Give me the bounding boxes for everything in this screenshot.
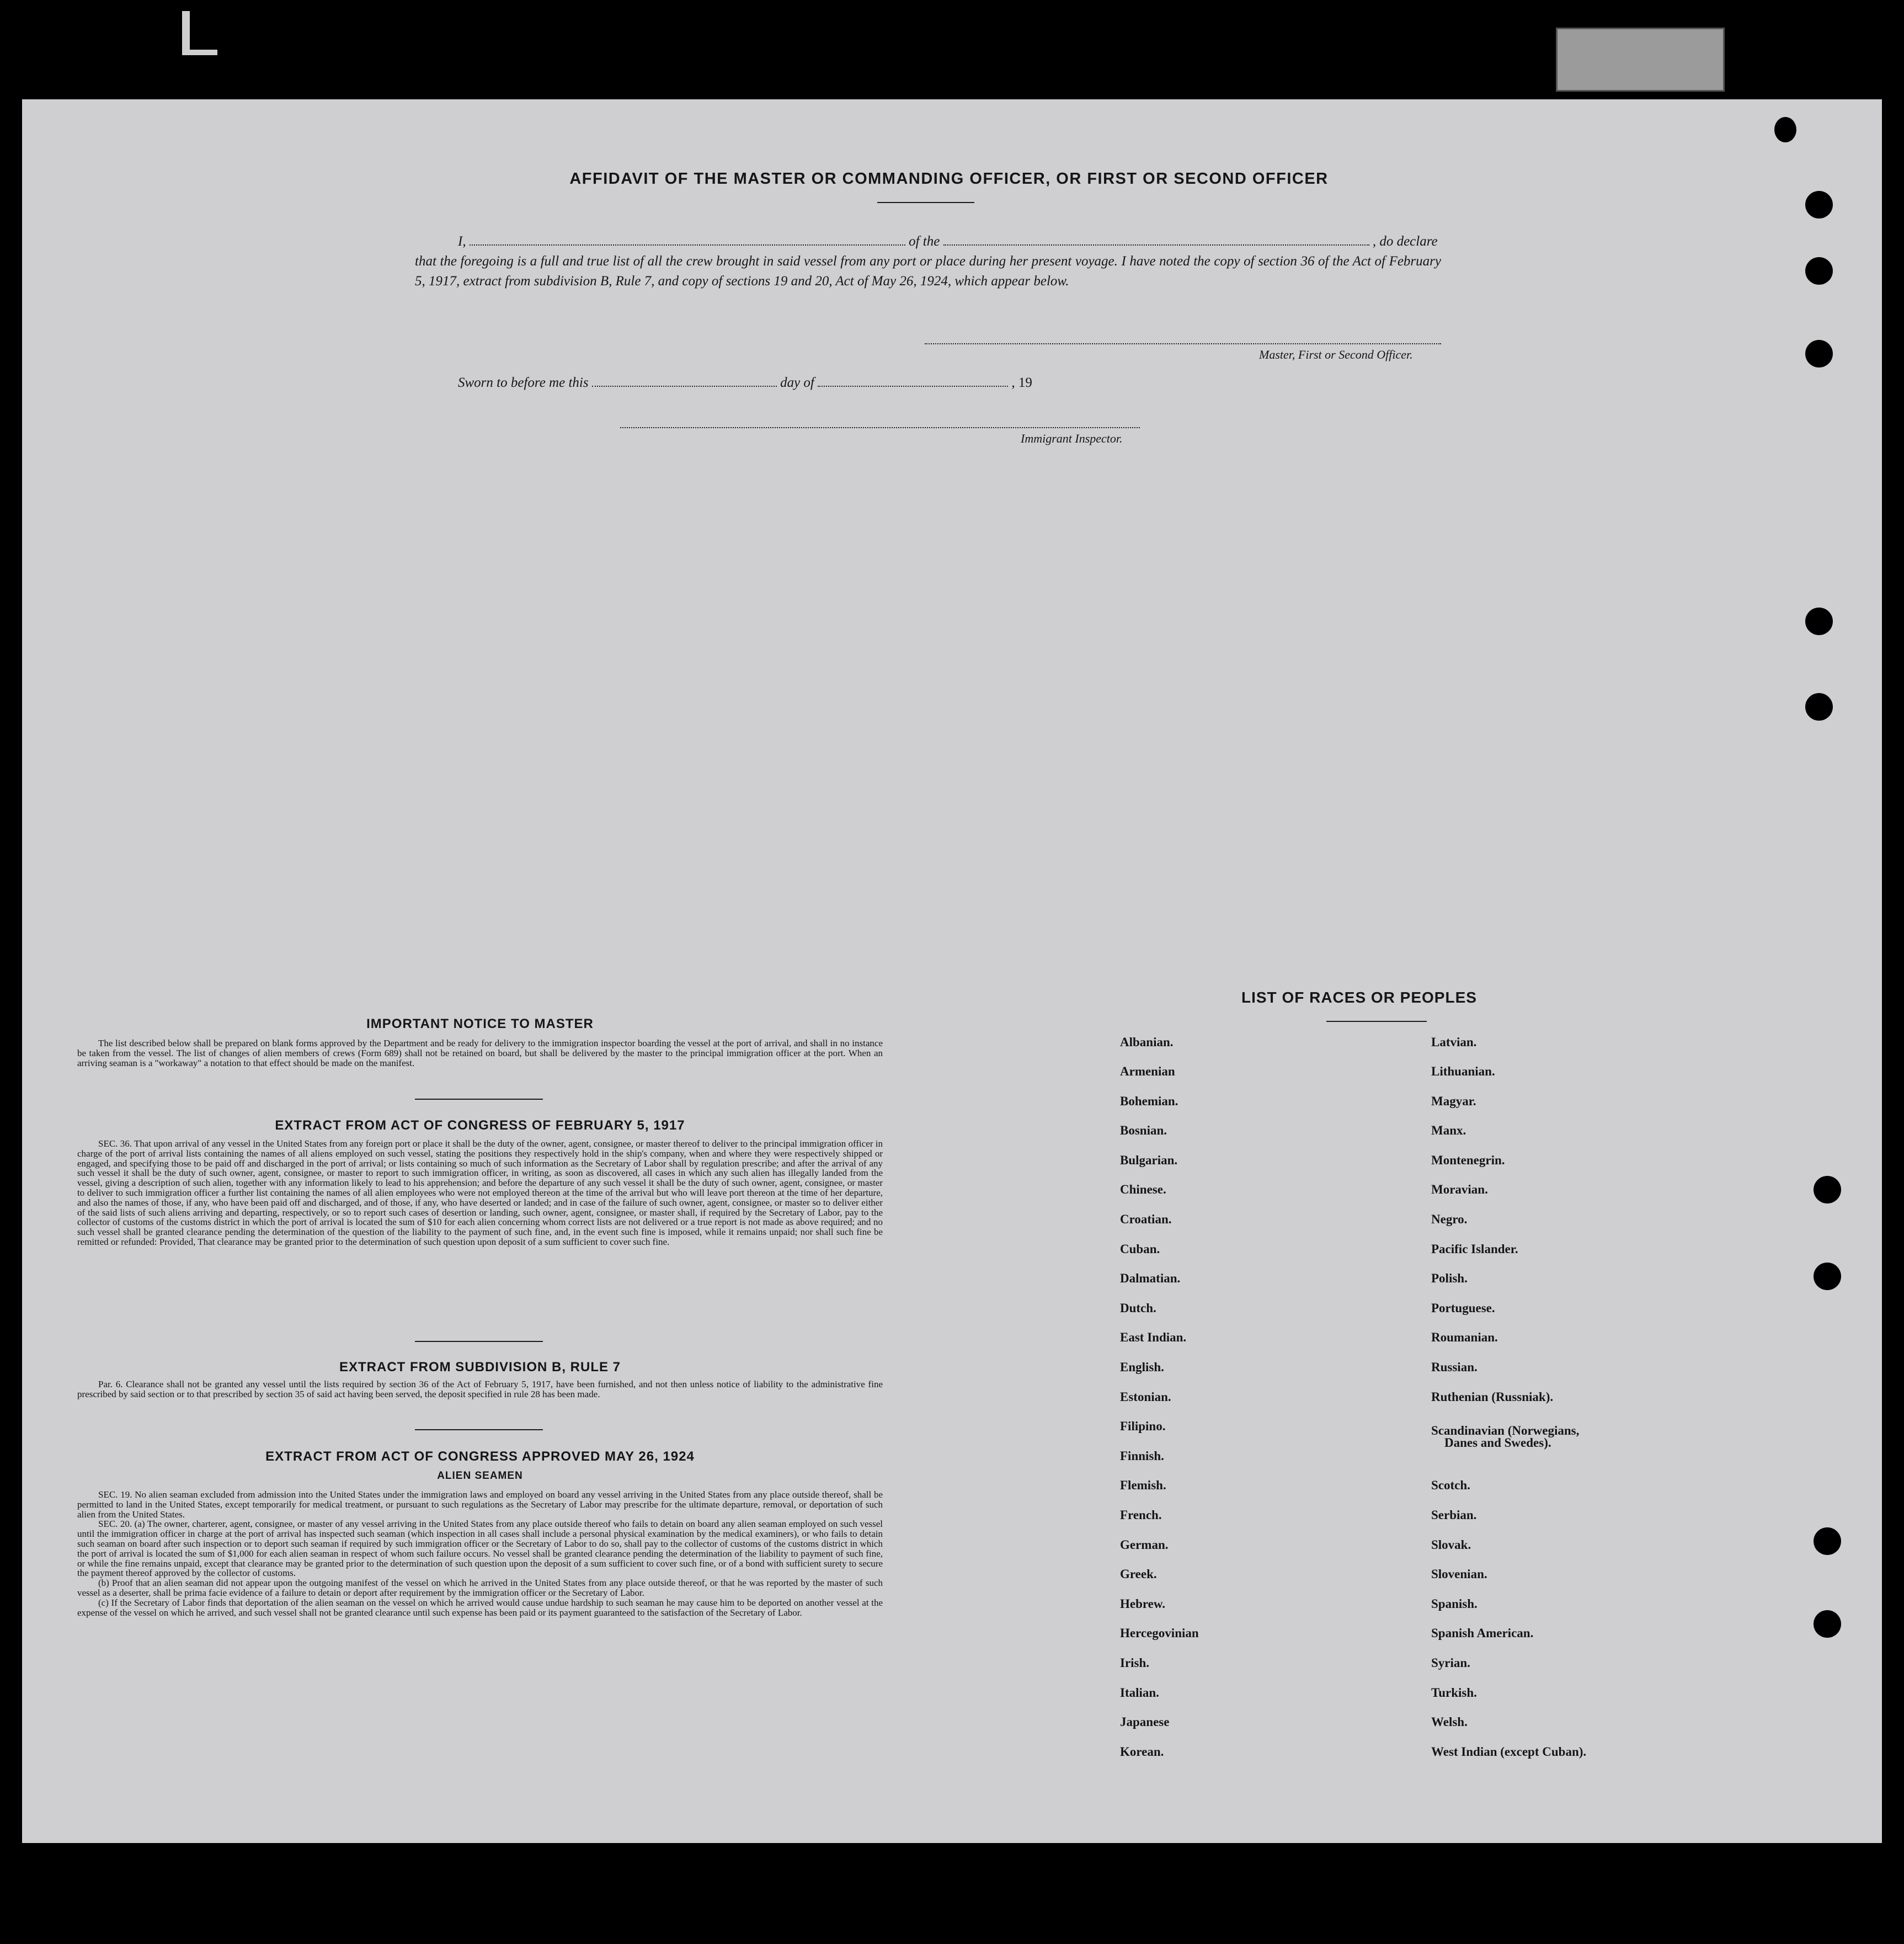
race-item: Scotch. bbox=[1431, 1478, 1470, 1492]
race-item: Dalmatian. bbox=[1120, 1271, 1181, 1285]
race-item: Finnish. bbox=[1120, 1449, 1164, 1463]
race-item: Serbian. bbox=[1431, 1508, 1477, 1522]
sec20c-text: (c) If the Secretary of Labor finds that deportation of the alien seaman on the vessel on which he arrived would cause undue hardship to such seaman he may cause him to be deported on another vessel at the expense of the vessel on which he arrived, and such vessel shall not be granted clearance until such expense has been paid or its payment guaranteed to the satisfaction of the Secretary of Labor. bbox=[77, 1597, 883, 1618]
race-item: Croatian. bbox=[1120, 1212, 1172, 1226]
sworn-day-blank[interactable] bbox=[592, 376, 777, 387]
race-item: Ruthenian (Russniak). bbox=[1431, 1390, 1554, 1404]
affidavit-of-the-label: of the bbox=[909, 234, 940, 249]
race-item: Spanish. bbox=[1431, 1597, 1478, 1611]
inspector-signature-line[interactable] bbox=[620, 427, 1140, 428]
race-item: Roumanian. bbox=[1431, 1330, 1498, 1344]
alien-seamen-subheading: ALIEN SEAMEN bbox=[437, 1470, 523, 1482]
race-item: Russian. bbox=[1431, 1360, 1478, 1374]
section-divider bbox=[415, 1429, 543, 1430]
section-36-text: SEC. 36. That upon arrival of any vessel in the United States from any foreign port or place it shall be the duty of the owner, agent, consignee, or master thereof to deliver to the principal immigration officer in charge of the port of arrival lists containing the names of all aliens employed on such vessel, stating the positions they respectively hold in the ship's company, when and where they were respectively shipped or engaged, and specifying those to be paid off and discharged in the port of arrival; or lists containing so much of such information as the Secretary of Labor shall by regulation prescribe; and after the arrival of any such vessel it shall be the duty of such owner, agent, consignee, or master to report to such immigration officer, in writing, as soon as discovered, all cases in which any such alien has illegally landed from the vessel, giving a description of such alien, together with any information likely to lead to his apprehension; and before the departure of any such vessel it shall be the duty of such owner, agent, consignee, or master to deliver to such immigration officer a further list containing the names of all alien employees who were not employed thereon at the time of the arrival but who will leave port thereon at the time of her departure, and also the names of those, if any, who have been paid off and discharged, and of those, if any, who have deserted or landed; and in case of the failure of such owner, agent, consignee, or master so to deliver either of the said lists of such aliens arriving and departing, respectively, or so to report such cases of desertion or landing, such owner, agent, consignee, or master shall, if required by the Secretary of Labor, pay to the collector of customs of the customs district in which the port of arrival is located the sum of $10 for each alien concerning whom correct lists are not delivered or a true report is not made as above required; and no such vessel shall be granted clearance pending the determination of the question of the liability to the payment of such fine, and, in the event such fine is imposed, while it remains unpaid; nor shall such fine be remitted or refunded: Provided, That clearance may be granted prior to the determination of such question upon deposit of a sum sufficient to cover such fine. bbox=[77, 1138, 883, 1247]
race-item: Manx. bbox=[1431, 1123, 1466, 1137]
race-item: Estonian. bbox=[1120, 1390, 1171, 1404]
punch-hole bbox=[1774, 117, 1796, 142]
race-item: Spanish American. bbox=[1431, 1626, 1534, 1640]
race-item: Turkish. bbox=[1431, 1686, 1477, 1700]
race-item: Albanian. bbox=[1120, 1035, 1174, 1049]
notice-heading: IMPORTANT NOTICE TO MASTER bbox=[366, 1016, 594, 1031]
race-item: Greek. bbox=[1120, 1567, 1157, 1581]
title-underline bbox=[877, 202, 974, 203]
extract-1917-body bbox=[77, 1139, 883, 1247]
film-edge-tab bbox=[1556, 28, 1725, 92]
affidavit-first-line bbox=[415, 232, 1441, 252]
punch-hole bbox=[1805, 693, 1833, 721]
sworn-prefix: Sworn to before me this bbox=[458, 375, 589, 390]
race-item: Montenegrin. bbox=[1431, 1153, 1505, 1167]
extract-1924-body bbox=[77, 1490, 883, 1617]
race-item: Chinese. bbox=[1120, 1183, 1166, 1196]
affidavit-i-label: I, bbox=[458, 234, 466, 249]
race-item: Slovak. bbox=[1431, 1538, 1471, 1552]
race-item: Syrian. bbox=[1431, 1656, 1470, 1670]
extract-1917-heading: EXTRACT FROM ACT OF CONGRESS OF FEBRUARY 5, 1917 bbox=[275, 1118, 685, 1133]
punch-hole bbox=[1814, 1527, 1841, 1555]
race-item: Filipino. bbox=[1120, 1419, 1166, 1433]
race-item: Japanese bbox=[1120, 1715, 1170, 1729]
punch-hole bbox=[1805, 340, 1833, 368]
rule7-body bbox=[77, 1380, 883, 1399]
race-item: Portuguese. bbox=[1431, 1301, 1495, 1315]
sec19-text: SEC. 19. No alien seaman excluded from admission into the United States under the immigration laws and employed on board any vessel arriving in the United States from any place outside thereof, shall be permitted to land in the United States, except temporarily for medical treatment, or pursuant to such regulations as the Secretary of Labor may prescribe for the ultimate departure, removal, or deportation of such alien from the United States. bbox=[77, 1489, 883, 1520]
section-divider bbox=[415, 1341, 543, 1342]
race-item: French. bbox=[1120, 1508, 1162, 1522]
master-signature-label: Master, First or Second Officer. bbox=[1259, 348, 1413, 361]
sec20b-text: (b) Proof that an alien seaman did not appear upon the outgoing manifest of the vessel on which he arrived in the United States from any place outside thereof, or that he was reported by the master of such vessel as a deserter, shall be prima facie evidence of a failure to detain or deport after requirement by the immigration officer or the Secretary of Labor. bbox=[77, 1578, 883, 1598]
race-item: Cuban. bbox=[1120, 1242, 1160, 1256]
sec20a-text: SEC. 20. (a) The owner, charterer, agent, consignee, or master of any vessel arriving in the United States from any place outside thereof who fails to detain on board any alien seaman employed on such vessel until the immigration officer in charge at the port of arrival has inspected such seaman (which inspection in all cases shall include a personal physical examination by the medical examiners), or who fails to detain such seaman on board after such inspection or to deport such seaman if required by such immigration officer or the Secretary of Labor to do so, shall pay to the collector of customs of the customs district in which the port of arrival is located the sum of $1,000 for each alien seaman in respect of whom such failure occurs. No vessel shall be granted clearance pending the determination of the liability to payment of such fine, or while the fine remains unpaid, except that clearance may be granted prior to the determination of such question upon the deposit of a sum sufficient to cover such fine, or of a bond with sufficient surety to secure the payment thereof approved by the collector of customs. bbox=[77, 1519, 883, 1579]
race-item: Armenian bbox=[1120, 1064, 1175, 1078]
race-scandinavian-continuation: Danes and Swedes). bbox=[1444, 1436, 1551, 1450]
race-item: Korean. bbox=[1120, 1745, 1164, 1759]
race-item: Slovenian. bbox=[1431, 1567, 1487, 1581]
sworn-line bbox=[415, 373, 1441, 393]
film-corner-mark bbox=[182, 11, 217, 55]
race-item: Italian. bbox=[1120, 1686, 1159, 1700]
rule7-text: Par. 6. Clearance shall not be granted any vessel until the lists required by section 36 of the Act of February 5, 1917, have been furnished, and not then unless notice of liability to the administrative fine prescribed by said section or to that prescribed by section 35 of said act having been served, the deposit specified in rule 28 has been made. bbox=[77, 1379, 883, 1399]
race-item: Flemish. bbox=[1120, 1478, 1166, 1492]
sworn-month-blank[interactable] bbox=[818, 376, 1008, 387]
race-item: Irish. bbox=[1120, 1656, 1150, 1670]
race-item: Pacific Islander. bbox=[1431, 1242, 1518, 1256]
race-item: Lithuanian. bbox=[1431, 1064, 1495, 1078]
race-item: Bosnian. bbox=[1120, 1123, 1167, 1137]
master-name-blank[interactable] bbox=[470, 235, 905, 246]
race-item: English. bbox=[1120, 1360, 1164, 1374]
affidavit-declaration-text: that the foregoing is a full and true list of all the crew brought in said vessel from any port or place during her present voyage. I have noted the copy of section 36 of the Act of February 5, 1917, extract from subdivision B, Rule 7, and copy of sections 19 and 20, Act of May 26, 1924, which appear below. bbox=[415, 254, 1441, 289]
race-item: Scandinavian (Norwegians, bbox=[1431, 1424, 1580, 1437]
race-item: Latvian. bbox=[1431, 1035, 1477, 1049]
punch-hole bbox=[1814, 1263, 1841, 1290]
punch-hole bbox=[1805, 191, 1833, 219]
sworn-day-label: day of bbox=[780, 375, 814, 390]
notice-body-text: The list described below shall be prepared on blank forms approved by the Department and be ready for delivery to the immigration inspector boarding the vessel at the port of arrival, and shall in no instance be taken from the vessel. The list of changes of alien members of crews (Form 689) shall not be retained on board, but shall be delivered by the master to the principal immigration officer at the port. When an arriving seaman is a "workaway" a notation to that effect should be made on the manifest. bbox=[77, 1038, 883, 1068]
notice-body bbox=[77, 1038, 883, 1068]
race-item: Polish. bbox=[1431, 1271, 1468, 1285]
race-item: Welsh. bbox=[1431, 1715, 1468, 1729]
sworn-year-label: , 19 bbox=[1011, 375, 1032, 390]
punch-hole bbox=[1814, 1610, 1841, 1638]
race-item: Moravian. bbox=[1431, 1183, 1488, 1196]
race-item: Dutch. bbox=[1120, 1301, 1156, 1315]
races-heading: LIST OF RACES OR PEOPLES bbox=[1241, 989, 1477, 1006]
race-item: Hebrew. bbox=[1120, 1597, 1165, 1611]
race-item: East Indian. bbox=[1120, 1330, 1187, 1344]
master-signature-line[interactable] bbox=[925, 343, 1441, 344]
race-item: Negro. bbox=[1431, 1212, 1468, 1226]
race-item: Bohemian. bbox=[1120, 1094, 1178, 1108]
race-item: Bulgarian. bbox=[1120, 1153, 1178, 1167]
affidavit-declare-label: , do declare bbox=[1372, 234, 1438, 249]
rule7-heading: EXTRACT FROM SUBDIVISION B, RULE 7 bbox=[339, 1360, 621, 1375]
section-divider bbox=[415, 1099, 543, 1100]
extract-1924-heading: EXTRACT FROM ACT OF CONGRESS APPROVED MAY 26, 1924 bbox=[265, 1449, 695, 1464]
race-item: Magyar. bbox=[1431, 1094, 1476, 1108]
punch-hole bbox=[1814, 1176, 1841, 1203]
punch-hole bbox=[1805, 608, 1833, 635]
race-item: German. bbox=[1120, 1538, 1169, 1552]
vessel-name-blank[interactable] bbox=[943, 235, 1369, 246]
race-item: Hercegovinian bbox=[1120, 1626, 1199, 1640]
races-underline bbox=[1326, 1021, 1427, 1022]
affidavit-title: AFFIDAVIT OF THE MASTER OR COMMANDING OFFICER, OR FIRST OR SECOND OFFICER bbox=[569, 170, 1329, 188]
punch-hole bbox=[1805, 257, 1833, 285]
race-item: West Indian (except Cuban). bbox=[1431, 1745, 1587, 1759]
inspector-label: Immigrant Inspector. bbox=[1021, 432, 1123, 445]
